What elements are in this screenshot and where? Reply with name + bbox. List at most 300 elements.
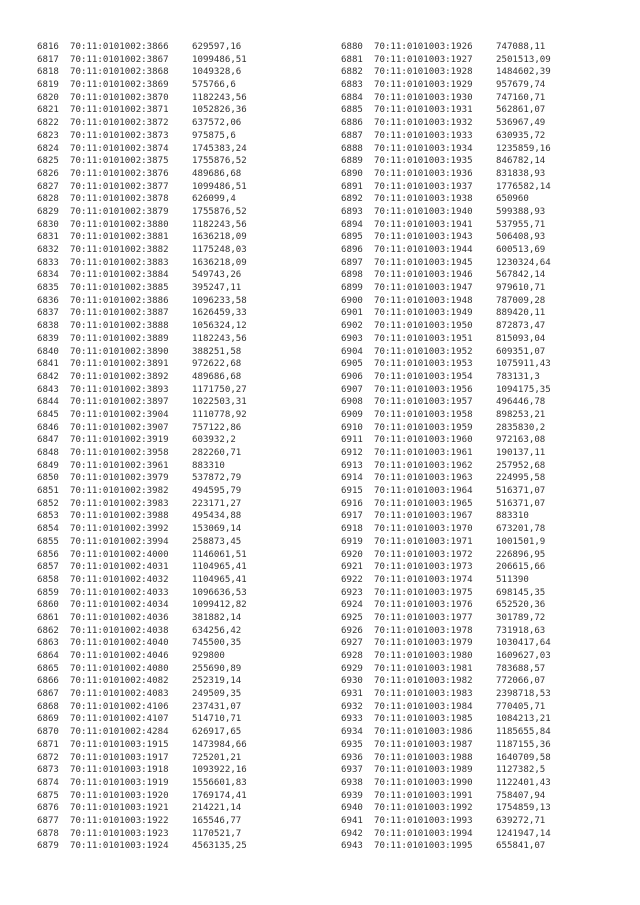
- cadastral-number: 70:11:0101003:1953: [374, 359, 473, 370]
- cadastral-number: 70:11:0101002:3867: [70, 54, 169, 65]
- row-value: 1122401,43: [496, 777, 551, 788]
- row-number: 6892: [341, 194, 363, 205]
- row-value: 1484602,39: [496, 67, 551, 78]
- table-row: [37, 574, 247, 587]
- row-value: 872873,47: [496, 321, 546, 332]
- table-row: [37, 219, 247, 232]
- table-row: [341, 358, 551, 371]
- row-number: 6912: [341, 448, 363, 458]
- table-row: [37, 282, 247, 295]
- row-number: 6846: [37, 422, 59, 433]
- row-number: 6931: [341, 689, 363, 700]
- row-value: 214221,14: [192, 803, 242, 814]
- cadastral-number: 70:11:0101003:1993: [374, 815, 473, 826]
- cadastral-number: 70:11:0101002:3983: [70, 498, 169, 509]
- cadastral-number: 70:11:0101003:1928: [374, 67, 473, 78]
- table-row: [341, 460, 551, 473]
- row-value: 758407,94: [496, 790, 546, 801]
- row-number: 6922: [341, 574, 363, 585]
- row-number: 6879: [37, 841, 59, 852]
- table-row: [37, 802, 247, 815]
- row-number: 6830: [37, 219, 59, 230]
- row-number: 6858: [37, 574, 59, 585]
- cadastral-number: 70:11:0101003:1984: [374, 701, 473, 712]
- table-row: [37, 790, 247, 803]
- row-value: 1171750,27: [192, 384, 247, 395]
- row-value: 1241947,14: [496, 828, 551, 839]
- cadastral-number: 70:11:0101002:3907: [70, 422, 169, 433]
- cadastral-number: 70:11:0101003:1923: [70, 828, 169, 839]
- cadastral-number: 70:11:0101003:1985: [374, 714, 473, 725]
- row-value: 747160,71: [496, 92, 546, 103]
- row-value: 1030417,64: [496, 638, 551, 649]
- row-value: 1769174,41: [192, 790, 247, 801]
- row-value: 650960: [496, 194, 529, 205]
- cadastral-number: 70:11:0101003:1995: [374, 841, 473, 852]
- table-row: [341, 510, 551, 523]
- cadastral-number: 70:11:0101002:3883: [70, 257, 169, 268]
- row-number: 6860: [37, 600, 59, 611]
- row-number: 6873: [37, 765, 59, 776]
- row-number: 6853: [37, 511, 59, 522]
- cadastral-number: 70:11:0101002:3868: [70, 67, 169, 78]
- cadastral-number: 70:11:0101003:1936: [374, 168, 473, 179]
- row-number: 6832: [37, 245, 59, 255]
- cadastral-number: 70:11:0101003:1932: [374, 118, 473, 129]
- cadastral-number: 70:11:0101003:1986: [374, 727, 473, 738]
- table-row: [341, 130, 551, 143]
- row-number: 6864: [37, 651, 59, 661]
- table-row: [341, 54, 551, 67]
- row-number: 6843: [37, 384, 59, 395]
- cadastral-number: 70:11:0101003:1957: [374, 397, 473, 408]
- row-value: 698145,35: [496, 587, 546, 598]
- row-number: 6906: [341, 371, 363, 382]
- table-row: [341, 181, 551, 194]
- cadastral-number: 70:11:0101003:1992: [374, 803, 473, 814]
- row-value: 979610,71: [496, 283, 546, 294]
- row-number: 6914: [341, 473, 363, 484]
- cadastral-number: 70:11:0101003:1994: [374, 828, 473, 839]
- table-row: [37, 206, 247, 219]
- table-row: [37, 434, 247, 447]
- row-value: 223171,27: [192, 498, 242, 509]
- cadastral-number: 70:11:0101003:1961: [374, 448, 473, 458]
- table-column-left: [37, 41, 247, 853]
- row-number: 6900: [341, 295, 363, 306]
- row-value: 489686,68: [192, 168, 242, 179]
- row-number: 6897: [341, 257, 363, 268]
- row-number: 6899: [341, 283, 363, 294]
- row-number: 6886: [341, 118, 363, 129]
- table-row: [37, 815, 247, 828]
- cadastral-number: 70:11:0101002:3992: [70, 524, 169, 535]
- row-value: 1556601,83: [192, 777, 247, 788]
- cadastral-number: 70:11:0101003:1920: [70, 790, 169, 801]
- row-number: 6902: [341, 321, 363, 332]
- table-row: [341, 269, 551, 282]
- cadastral-number: 70:11:0101003:1946: [374, 270, 473, 281]
- row-number: 6827: [37, 181, 59, 192]
- row-number: 6891: [341, 181, 363, 192]
- row-value: 224995,58: [496, 473, 546, 484]
- row-value: 1636218,09: [192, 232, 247, 243]
- table-row: [37, 637, 247, 650]
- row-value: 725201,21: [192, 752, 242, 763]
- row-number: 6849: [37, 460, 59, 471]
- row-value: 395247,11: [192, 283, 242, 294]
- table-row: [341, 231, 551, 244]
- row-number: 6852: [37, 498, 59, 509]
- row-value: 537955,71: [496, 219, 546, 230]
- row-number: 6939: [341, 790, 363, 801]
- cadastral-number: 70:11:0101002:3893: [70, 384, 169, 395]
- row-number: 6904: [341, 346, 363, 357]
- row-number: 6831: [37, 232, 59, 243]
- row-number: 6818: [37, 67, 59, 78]
- cadastral-number: 70:11:0101003:1974: [374, 574, 473, 585]
- row-number: 6847: [37, 435, 59, 446]
- cadastral-number: 70:11:0101003:1917: [70, 752, 169, 763]
- row-number: 6842: [37, 371, 59, 382]
- row-value: 630935,72: [496, 130, 546, 141]
- row-value: 237431,07: [192, 701, 242, 712]
- cadastral-number: 70:11:0101002:3875: [70, 156, 169, 167]
- table-row: [341, 434, 551, 447]
- table-row: [37, 625, 247, 638]
- table-row: [37, 675, 247, 688]
- table-row: [37, 485, 247, 498]
- cadastral-number: 70:11:0101002:4031: [70, 562, 169, 573]
- cadastral-number: 70:11:0101003:1963: [374, 473, 473, 484]
- cadastral-number: 70:11:0101002:3879: [70, 206, 169, 217]
- table-row: [37, 498, 247, 511]
- table-row: [37, 257, 247, 270]
- table-row: [341, 726, 551, 739]
- row-number: 6907: [341, 384, 363, 395]
- row-number: 6821: [37, 105, 59, 116]
- row-value: 511390: [496, 574, 529, 585]
- row-value: 494595,79: [192, 486, 242, 497]
- row-value: 1049328,6: [192, 67, 242, 78]
- row-number: 6871: [37, 739, 59, 750]
- table-row: [37, 777, 247, 790]
- cadastral-number: 70:11:0101003:1973: [374, 562, 473, 573]
- cadastral-number: 70:11:0101002:3892: [70, 371, 169, 382]
- table-row: [341, 320, 551, 333]
- table-row: [341, 561, 551, 574]
- cadastral-number: 70:11:0101003:1970: [374, 524, 473, 535]
- row-number: 6894: [341, 219, 363, 230]
- cadastral-number: 70:11:0101003:1947: [374, 283, 473, 294]
- cadastral-number: 70:11:0101003:1960: [374, 435, 473, 446]
- row-number: 6829: [37, 206, 59, 217]
- row-number: 6905: [341, 359, 363, 370]
- cadastral-number: 70:11:0101003:1945: [374, 257, 473, 268]
- cadastral-number: 70:11:0101002:3961: [70, 460, 169, 471]
- table-row: [341, 764, 551, 777]
- cadastral-number: 70:11:0101003:1980: [374, 651, 473, 661]
- table-row: [37, 92, 247, 105]
- table-row: [341, 193, 551, 206]
- row-value: 1745383,24: [192, 143, 247, 154]
- row-value: 629597,16: [192, 42, 242, 52]
- cadastral-number: 70:11:0101003:1956: [374, 384, 473, 395]
- row-number: 6874: [37, 777, 59, 788]
- table-row: [341, 549, 551, 562]
- row-number: 6932: [341, 701, 363, 712]
- row-value: 1235859,16: [496, 143, 551, 154]
- table-row: [341, 41, 551, 54]
- cadastral-number: 70:11:0101003:1921: [70, 803, 169, 814]
- cadastral-number: 70:11:0101003:1975: [374, 587, 473, 598]
- row-value: 536967,49: [496, 118, 546, 129]
- cadastral-number: 70:11:0101002:3876: [70, 168, 169, 179]
- table-row: [37, 79, 247, 92]
- row-number: 6942: [341, 828, 363, 839]
- cadastral-number: 70:11:0101002:3874: [70, 143, 169, 154]
- cadastral-number: 70:11:0101002:4082: [70, 676, 169, 687]
- row-number: 6834: [37, 270, 59, 281]
- table-row: [341, 396, 551, 409]
- row-value: 883310: [496, 511, 529, 522]
- table-row: [37, 472, 247, 485]
- row-number: 6889: [341, 156, 363, 167]
- cadastral-number: 70:11:0101002:4080: [70, 663, 169, 674]
- table-row: [341, 790, 551, 803]
- row-number: 6927: [341, 638, 363, 649]
- row-value: 1084213,21: [496, 714, 551, 725]
- row-value: 516371,07: [496, 498, 546, 509]
- row-value: 2501513,09: [496, 54, 551, 65]
- table-row: [341, 447, 551, 460]
- row-value: 575766,6: [192, 80, 236, 91]
- row-number: 6920: [341, 549, 363, 560]
- row-value: 1099486,51: [192, 54, 247, 65]
- row-value: 1626459,33: [192, 308, 247, 319]
- row-number: 6863: [37, 638, 59, 649]
- row-value: 883310: [192, 460, 225, 471]
- table-row: [341, 587, 551, 600]
- cadastral-number: 70:11:0101002:3878: [70, 194, 169, 205]
- table-row: [37, 612, 247, 625]
- row-value: 1473984,66: [192, 739, 247, 750]
- row-number: 6876: [37, 803, 59, 814]
- cadastral-number: 70:11:0101003:1944: [374, 245, 473, 255]
- cadastral-number: 70:11:0101002:4040: [70, 638, 169, 649]
- row-number: 6826: [37, 168, 59, 179]
- row-number: 6917: [341, 511, 363, 522]
- cadastral-number: 70:11:0101003:1964: [374, 486, 473, 497]
- row-value: 1182243,56: [192, 219, 247, 230]
- cadastral-number: 70:11:0101003:1931: [374, 105, 473, 116]
- row-value: 599388,93: [496, 206, 546, 217]
- row-number: 6883: [341, 80, 363, 91]
- row-value: 489686,68: [192, 371, 242, 382]
- cadastral-number: 70:11:0101002:4036: [70, 612, 169, 623]
- row-value: 516371,07: [496, 486, 546, 497]
- table-row: [341, 828, 551, 841]
- row-value: 1056324,12: [192, 321, 247, 332]
- row-number: 6935: [341, 739, 363, 750]
- cadastral-number: 70:11:0101002:3890: [70, 346, 169, 357]
- cadastral-number: 70:11:0101003:1959: [374, 422, 473, 433]
- row-value: 815093,04: [496, 333, 546, 344]
- cadastral-number: 70:11:0101003:1934: [374, 143, 473, 154]
- row-number: 6833: [37, 257, 59, 268]
- cadastral-number: 70:11:0101003:1991: [374, 790, 473, 801]
- cadastral-number: 70:11:0101002:3881: [70, 232, 169, 243]
- cadastral-number: 70:11:0101002:3958: [70, 448, 169, 458]
- row-value: 1609627,03: [496, 651, 551, 661]
- table-row: [341, 104, 551, 117]
- row-number: 6929: [341, 663, 363, 674]
- cadastral-number: 70:11:0101003:1972: [374, 549, 473, 560]
- row-value: 165546,77: [192, 815, 242, 826]
- row-number: 6923: [341, 587, 363, 598]
- cadastral-number: 70:11:0101003:1988: [374, 752, 473, 763]
- cadastral-number: 70:11:0101003:1938: [374, 194, 473, 205]
- row-number: 6870: [37, 727, 59, 738]
- table-row: [37, 650, 247, 663]
- row-number: 6943: [341, 841, 363, 852]
- row-number: 6934: [341, 727, 363, 738]
- row-value: 1755876,52: [192, 156, 247, 167]
- table-row: [341, 257, 551, 270]
- table-row: [341, 117, 551, 130]
- cadastral-number: 70:11:0101003:1918: [70, 765, 169, 776]
- cadastral-number: 70:11:0101003:1950: [374, 321, 473, 332]
- table-row: [37, 193, 247, 206]
- cadastral-number: 70:11:0101002:3880: [70, 219, 169, 230]
- table-row: [37, 54, 247, 67]
- cadastral-number: 70:11:0101002:3904: [70, 409, 169, 420]
- table-row: [341, 739, 551, 752]
- table-row: [341, 384, 551, 397]
- row-number: 6938: [341, 777, 363, 788]
- table-row: [341, 752, 551, 765]
- row-value: 783688,57: [496, 663, 546, 674]
- cadastral-number: 70:11:0101002:3877: [70, 181, 169, 192]
- row-number: 6882: [341, 67, 363, 78]
- row-value: 1110778,92: [192, 409, 247, 420]
- cadastral-number: 70:11:0101003:1933: [374, 130, 473, 141]
- row-value: 1001501,9: [496, 536, 546, 547]
- row-number: 6898: [341, 270, 363, 281]
- row-number: 6915: [341, 486, 363, 497]
- table-row: [37, 66, 247, 79]
- table-row: [341, 307, 551, 320]
- table-row: [37, 384, 247, 397]
- row-value: 567842,14: [496, 270, 546, 281]
- table-row: [37, 295, 247, 308]
- cadastral-number: 70:11:0101003:1978: [374, 625, 473, 636]
- row-value: 634256,42: [192, 625, 242, 636]
- row-value: 4563135,25: [192, 841, 247, 852]
- row-value: 257952,68: [496, 460, 546, 471]
- table-row: [341, 599, 551, 612]
- row-value: 1104965,41: [192, 574, 247, 585]
- cadastral-number: 70:11:0101003:1922: [70, 815, 169, 826]
- table-row: [37, 143, 247, 156]
- row-value: 731918,63: [496, 625, 546, 636]
- row-number: 6941: [341, 815, 363, 826]
- cadastral-number: 70:11:0101003:1915: [70, 739, 169, 750]
- table-row: [341, 574, 551, 587]
- table-row: [37, 587, 247, 600]
- row-value: 1175248,03: [192, 245, 247, 255]
- row-value: 226896,95: [496, 549, 546, 560]
- row-number: 6885: [341, 105, 363, 116]
- row-value: 1093922,16: [192, 765, 247, 776]
- row-number: 6880: [341, 42, 363, 52]
- row-number: 6924: [341, 600, 363, 611]
- table-column-right: [341, 41, 551, 853]
- cadastral-number: 70:11:0101003:1940: [374, 206, 473, 217]
- table-row: [341, 625, 551, 638]
- row-value: 206615,66: [496, 562, 546, 573]
- row-number: 6837: [37, 308, 59, 319]
- cadastral-number: 70:11:0101002:4083: [70, 689, 169, 700]
- table-row: [341, 92, 551, 105]
- row-value: 972163,08: [496, 435, 546, 446]
- cadastral-number: 70:11:0101003:1951: [374, 333, 473, 344]
- row-number: 6921: [341, 562, 363, 573]
- row-number: 6887: [341, 130, 363, 141]
- row-number: 6903: [341, 333, 363, 344]
- table-row: [341, 688, 551, 701]
- cadastral-number: 70:11:0101002:4106: [70, 701, 169, 712]
- row-value: 655841,07: [496, 841, 546, 852]
- cadastral-number: 70:11:0101003:1976: [374, 600, 473, 611]
- cadastral-number: 70:11:0101002:3871: [70, 105, 169, 116]
- table-row: [37, 231, 247, 244]
- row-value: 1636218,09: [192, 257, 247, 268]
- table-row: [37, 549, 247, 562]
- table-row: [341, 536, 551, 549]
- row-number: 6937: [341, 765, 363, 776]
- row-value: 1755876,52: [192, 206, 247, 217]
- row-value: 757122,86: [192, 422, 242, 433]
- row-value: 1099486,51: [192, 181, 247, 192]
- row-value: 496446,78: [496, 397, 546, 408]
- table-row: [341, 498, 551, 511]
- row-value: 1099412,82: [192, 600, 247, 611]
- row-value: 562861,07: [496, 105, 546, 116]
- row-value: 1096233,58: [192, 295, 247, 306]
- row-number: 6820: [37, 92, 59, 103]
- table-row: [341, 143, 551, 156]
- table-row: [37, 307, 247, 320]
- row-value: 1075911,43: [496, 359, 551, 370]
- cadastral-number: 70:11:0101003:1958: [374, 409, 473, 420]
- row-value: 652520,36: [496, 600, 546, 611]
- table-row: [341, 168, 551, 181]
- row-value: 831838,93: [496, 168, 546, 179]
- cadastral-number: 70:11:0101003:1948: [374, 295, 473, 306]
- table-row: [37, 510, 247, 523]
- table-row: [341, 802, 551, 815]
- row-number: 6888: [341, 143, 363, 154]
- row-value: 783131,3: [496, 371, 540, 382]
- table-row: [341, 333, 551, 346]
- row-value: 1096636,53: [192, 587, 247, 598]
- row-value: 381882,14: [192, 612, 242, 623]
- row-number: 6822: [37, 118, 59, 129]
- row-value: 1022503,31: [192, 397, 247, 408]
- table-row: [37, 155, 247, 168]
- table-row: [341, 295, 551, 308]
